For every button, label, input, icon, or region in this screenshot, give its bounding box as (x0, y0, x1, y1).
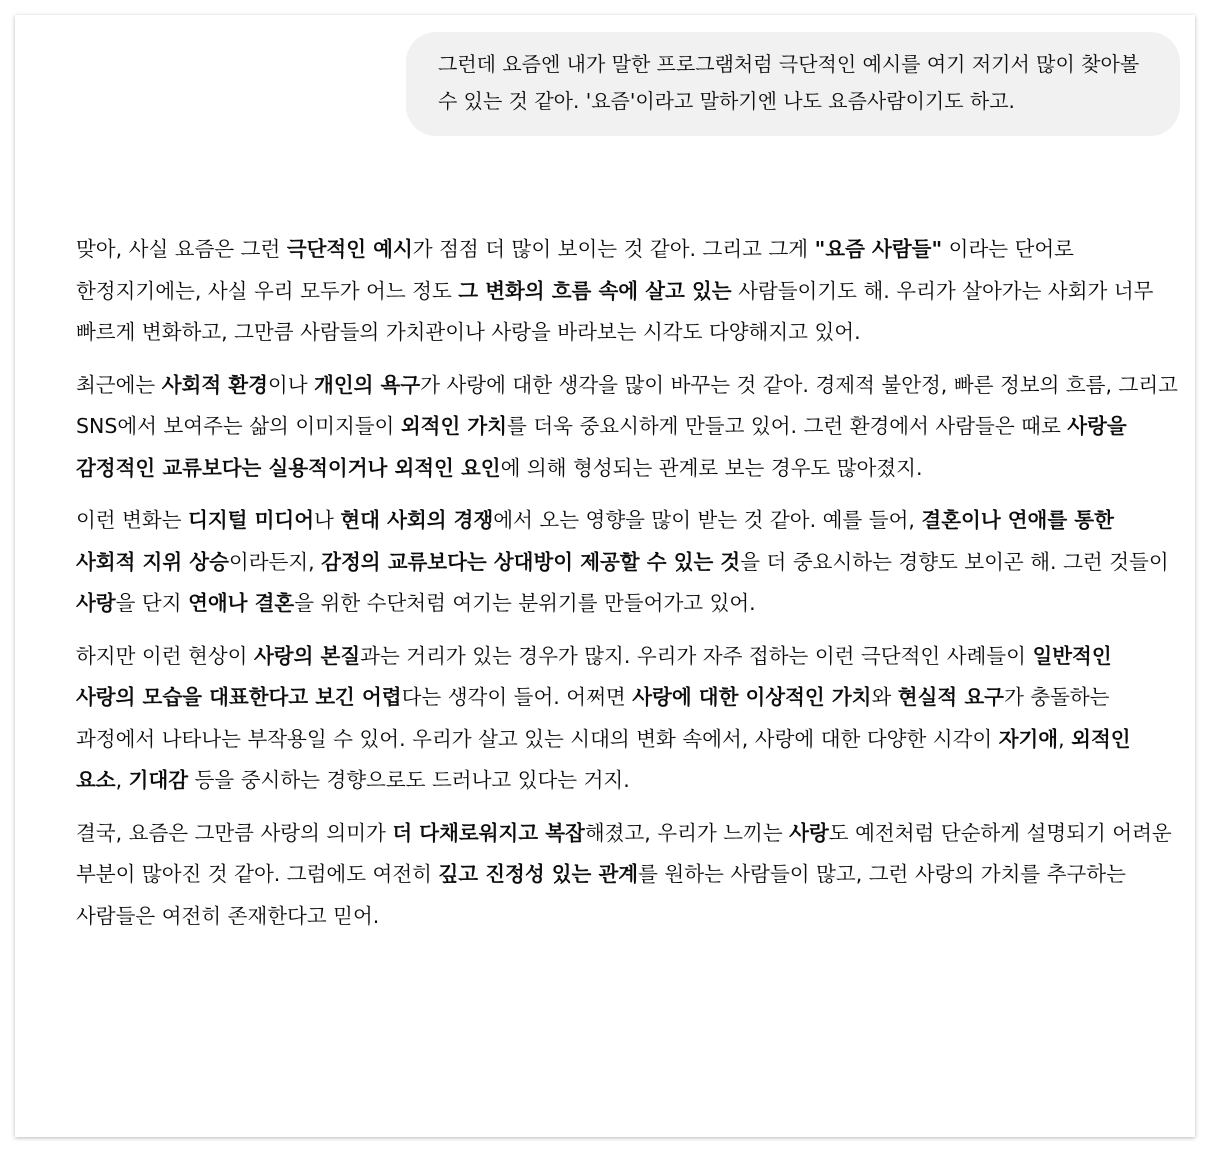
assistant-message (76, 229, 1178, 948)
bold-text: 그 변화의 흐름 속에 살고 있는 (458, 278, 732, 303)
bold-text: 디지털 미디어 (188, 508, 315, 532)
bold-text: 사랑 (76, 591, 116, 615)
text-run: 을 위한 수단처럼 여기는 분위기를 만들어가고 있어. (294, 591, 756, 615)
text-run: 에 의해 형성되는 관계로 보는 경우도 많아졌지. (500, 455, 923, 480)
bold-text: 사랑의 본질 (253, 643, 361, 668)
text-run: 해졌고, 우리가 느끼는 (584, 820, 790, 845)
chat-conversation (15, 15, 1195, 1137)
text-run: 도 예전처럼 단순하게 설명되기 어려운 부분이 많아진 것 같아. 그럼에도 여전히 (76, 820, 1172, 886)
bold-text: 더 다채로워지고 복잡 (392, 820, 585, 845)
text-run: 과는 거리가 있는 경우가 많지. 우리가 자주 접하는 이런 극단적인 사례들이 (360, 643, 1033, 668)
screenshot-frame (15, 15, 1195, 1137)
bold-text: 사랑을 감정적인 교류보다는 실용적이거나 외적인 요인 (76, 414, 1127, 480)
text-run: 를 원하는 사람들이 많고, 그런 사랑의 가치를 추구하는 사람들은 여전히 존재한다고 믿어. (76, 862, 1126, 928)
bold-text: 연애나 결혼 (188, 591, 295, 615)
text-run: 이나 (267, 372, 315, 397)
text-run: 이라는 단어로 한정지기에는, 사실 우리 모두가 어느 정도 (76, 237, 1074, 303)
assistant-paragraph-2 (76, 365, 1178, 490)
text-run: 사람들이기도 해. 우리가 살아가는 사회가 너무 빠르게 변화하고, 그만큼 사람들의 가치관이나 사랑을 바라보는 시각도 다양해지고 있어. (76, 278, 1154, 344)
user-message-bubble: 그런데 요즘엔 내가 말한 프로그램처럼 극단적인 예시를 여기 저기서 많이 찾아볼 수 있는 것 같아. '요즘'이라고 말하기엔 나도 요즘사람이기도 하고. (406, 32, 1180, 136)
text-run: 와 (871, 685, 898, 709)
text-run: 등을 중시하는 경향으로도 드러나고 있다는 거지. (188, 768, 630, 792)
text-run: 를 더욱 중요시하게 만들고 있어. 그런 환경에서 사람들은 때로 (507, 414, 1068, 438)
assistant-paragraph-4 (76, 636, 1178, 802)
bold-text: 일반적인 사랑의 모습을 대표한다고 보긴 어렵 (76, 643, 1112, 709)
text-run: , (115, 768, 129, 792)
assistant-paragraph-3 (76, 500, 1178, 625)
bold-text: 사랑에 대한 이상적인 가치 (632, 685, 872, 709)
bold-text: "요즘 사람들" (814, 237, 943, 261)
bold-text: 극단적인 예시 (286, 237, 413, 261)
bold-text: 외적인 가치 (400, 414, 508, 438)
text-run: 가 충돌하는 과정에서 나타나는 부작용일 수 있어. 우리가 살고 있는 시대의 변화 속에서, 사랑에 대한 다양한 시각이 (76, 685, 1110, 751)
bold-text: 기대감 (128, 768, 189, 792)
bold-text: 개인의 욕구 (314, 372, 421, 397)
bold-text: 현대 사회의 경쟁 (340, 508, 494, 532)
bold-text: 결혼이나 연애를 통한 사회적 지위 상승 (76, 508, 1114, 574)
text-run: 을 더 중요시하는 경향도 보이곤 해. 그런 것들이 (740, 549, 1169, 574)
text-run: 나 (314, 508, 341, 532)
text-run: 맞아, 사실 요즘은 그런 (76, 237, 287, 261)
bold-text: 사회적 환경 (161, 372, 268, 397)
text-run: 결국, 요즘은 그만큼 사랑의 의미가 (76, 820, 393, 845)
text-run: 최근에는 (76, 372, 162, 397)
text-run: 을 단지 (115, 591, 189, 615)
bold-text: 사랑 (789, 820, 829, 845)
text-run: 하지만 이런 현상이 (76, 643, 254, 668)
bold-text: 현실적 요구 (897, 685, 1004, 709)
text-run: , (1058, 726, 1072, 751)
text-run: 가 점점 더 많이 보이는 것 같아. 그리고 그게 (412, 237, 815, 261)
assistant-paragraph-1 (76, 229, 1178, 354)
text-run: 가 사랑에 대한 생각을 많이 바꾸는 것 같아. 경제적 불안정, 빠른 정보의 흐름, 그리고 SNS에서 보여주는 삶의 이미지들이 (76, 372, 1178, 438)
bold-text: 깊고 진정성 있는 관계 (438, 862, 639, 886)
text-run: 다는 생각이 들어. 어쩌면 (401, 685, 633, 709)
text-run: 이런 변화는 (76, 508, 189, 532)
text-run: 이라든지, (228, 549, 322, 574)
text-run: 에서 오는 영향을 많이 받는 것 같아. 예를 들어, (493, 508, 922, 532)
bold-text: 외적인 요소 (76, 726, 1131, 792)
assistant-paragraph-5 (76, 813, 1178, 938)
bold-text: 자기애 (998, 726, 1059, 751)
bold-text: 감정의 교류보다는 상대방이 제공할 수 있는 것 (321, 549, 741, 574)
user-message-row (406, 32, 1180, 136)
